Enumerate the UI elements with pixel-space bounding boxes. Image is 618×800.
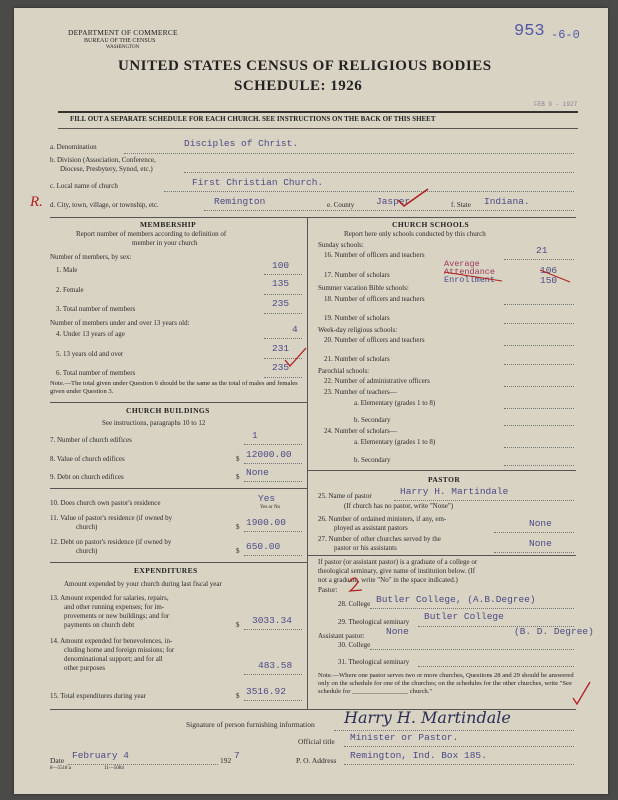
fill-line [264,377,302,378]
denomination-value: Disciples of Christ. [184,138,299,149]
county-value: Jasper [376,196,411,207]
q14-line1: 14. Amount expended for benevolences, in- [50,637,173,645]
edifices-value: 1 [252,430,258,441]
total-members-age-label: 6. Total number of members [56,369,136,377]
weekday-schools-label: Week-day religious schools: [318,326,398,334]
edifice-value-label: 8. Value of church edifices [50,455,125,463]
residence-value-label-2: church) [76,523,98,531]
pastor-sub-label: Pastor: [318,586,338,594]
division-label-2: Diocese, Presbytery, Synod, etc.) [60,165,153,173]
rule [58,111,578,113]
check-mark [394,186,434,210]
expenditures-heading: EXPENDITURES [134,566,198,575]
assistant-value: None [386,626,409,637]
ss-average-note: Average [444,259,480,269]
church-name-value: First Christian Church. [192,177,324,188]
fill-line [264,274,302,275]
fill-line [244,674,302,675]
fill-line [504,386,574,387]
city-name: WASHINGTON [106,45,140,50]
received-date-stamp: FEB 9 - 1927 [534,101,578,108]
schools-heading: CHURCH SCHOOLS [392,220,470,229]
ss-enrollment-value: 150 [540,275,558,286]
official-title-label: Official title [298,737,335,746]
form-number: 8—5518 a [50,766,71,771]
assistant-college-label: 30. College [338,641,371,649]
by-sex-label: Number of members, by sex: [50,253,132,261]
teachers-secondary-label: b. Secondary [354,416,391,424]
assistant-ministers-value: None [529,518,552,529]
fill-line [504,425,574,426]
fill-line [204,210,574,211]
total-expenditures-value: 3516.92 [246,686,286,697]
fill-line [344,764,574,765]
city-value: Remington [214,196,266,207]
bureau-name: BUREAU OF THE CENSUS [84,38,156,44]
form-title: UNITED STATES CENSUS OF RELIGIOUS BODIES [118,58,492,74]
state-value: Indiana. [484,196,530,207]
po-address-label: P. O. Address [296,756,337,765]
form-subtitle: SCHEDULE: 1926 [234,78,363,94]
over-13-value: 231 [272,343,290,354]
fill-line [394,500,574,501]
other-churches-label: 27. Number of other churches served by the [318,535,441,543]
graduate-instr-1: If pastor (or assistant pastor) is a graduate of a college or [318,558,478,566]
residence-debt-label: 12. Debt on pastor's residence (if owned by [50,538,172,546]
pastor-name-value: Harry H. Martindale [400,486,509,497]
seminary-label: 29. Theological seminary [338,618,410,626]
fill-line [494,552,574,553]
state-label: f. State [451,201,471,209]
fill-line [504,465,574,466]
ss-enrollment-note: Enrollment [444,275,496,285]
fill-line [244,531,302,532]
rule [307,555,576,556]
parochial-schools-label: Parochial schools: [318,367,370,375]
weekday-officers-label: 20. Number of officers and teachers [324,336,425,344]
dollar-sign: $ [236,547,240,555]
fill-line [334,730,574,731]
ss-officers-label: 16. Number of officers and teachers [324,251,425,259]
q13-line4: payments on church debt [64,621,135,629]
ss-attendance-note: Attendance [444,267,496,277]
fill-line [494,532,574,533]
other-churches-value: None [529,538,552,549]
fill-line [504,304,574,305]
scholars-secondary-label: b. Secondary [354,456,391,464]
dollar-sign: $ [236,473,240,481]
buildings-heading: CHURCH BUILDINGS [126,406,210,415]
buildings-intro: See instructions, paragraphs 10 to 12 [102,419,206,427]
college-label: 28. College [338,600,371,608]
form-number-2: 11—5084 [104,766,124,771]
instruction-line: FILL OUT A SEPARATE SCHEDULE FOR EACH CHURCH. SEE INSTRUCTIONS ON THE BACK OF THIS SHEET [70,115,436,123]
q14-line4: other purposes [64,664,106,672]
fill-line [264,338,302,339]
q14-line3: denominational support; and for all [64,655,163,663]
summer-scholars-label: 19. Number of scholars [324,314,390,322]
male-value: 100 [272,260,290,271]
teachers-elementary-label: a. Elementary (grades 1 to 8) [354,399,436,407]
sunday-schools-label: Sunday schools: [318,241,364,249]
q13-line1: 13. Amount expended for salaries, repairs, [50,594,169,602]
membership-intro: Report number of members according to definition of [76,230,227,238]
edifices-label: 7. Number of church edifices [50,436,132,444]
stamp-number: 953 [514,22,545,41]
assistant-sub-label: Assistant pastor: [318,632,365,640]
q13-line2: and other running expenses; for im- [64,603,165,611]
signature: Harry H. Martindale [344,708,511,727]
summer-officers-label: 18. Number of officers and teachers [324,295,425,303]
fill-line [504,408,574,409]
yes-no-hint: Yes or No [260,505,281,510]
dollar-sign: $ [236,621,240,629]
scholars-label: 24. Number of scholars— [324,427,397,435]
college-value: Butler College, (A.B.Degree) [376,594,536,605]
scholars-elementary-label: a. Elementary (grades 1 to 8) [354,438,436,446]
fill-line [244,700,302,701]
red-pencil-mark [346,576,368,594]
date-value: February 4 [72,750,130,761]
expenditures-intro: Amount expended by your church during last fiscal year [64,580,222,588]
membership-heading: MEMBERSHIP [140,220,197,229]
ss-officers-value: 21 [536,245,548,256]
rule [50,488,307,489]
fill-line [344,746,574,747]
under-13-value: 4 [292,324,298,335]
fill-line [244,481,302,482]
over-13-label: 5. 13 years old and over [56,350,124,358]
pastor-name-label: 25. Name of pastor [318,492,372,500]
rule [50,402,307,403]
dollar-sign: $ [236,692,240,700]
ss-scholars-label: 17. Number of scholars [324,271,390,279]
city-label: d. City, town, village, or township, etc. [50,201,159,209]
strikethrough-marks [442,268,574,286]
fill-line [164,191,574,192]
female-label: 2. Female [56,286,84,294]
division-label: b. Division (Association, Conference, [50,156,156,164]
total-expenditures-label: 15. Total expenditures during year [50,692,146,700]
church-name-label: c. Local name of church [50,182,118,190]
date-label: Date [50,756,65,765]
assistant-seminary-label: 31. Theological seminary [338,658,410,666]
po-address-value: Remington, Ind. Box 185. [350,750,487,761]
weekday-scholars-label: 21. Number of scholars [324,355,390,363]
signature-label: Signature of person furnishing information [186,720,315,729]
county-label: e. County [327,201,355,209]
dollar-sign: $ [236,455,240,463]
admin-officers-label: 22. Number of administrative officers [324,377,430,385]
pastor-heading: PASTOR [428,475,461,484]
column-divider [307,217,308,709]
fill-line [264,294,302,295]
check-mark [282,344,310,370]
fill-line [504,345,574,346]
fill-line [264,313,302,314]
residence-value-label: 11. Value of pastor's residence (if owned by [50,514,173,522]
membership-note: Note.—The total given under Question 6 should be the same as the total of males and females given under Question 3. [50,380,298,395]
fill-line [504,447,574,448]
residence-debt-label-2: church) [76,547,98,555]
year-digit: 7 [234,750,240,761]
pastor-note: Note.—Where one pastor serves two or more churches, Questions 28 and 29 should be answered only on the schedule for one of the churches; on the schedules for the other churches, write "See schedule for _________________ church." [318,672,574,695]
fill-line [504,259,574,260]
fill-line [244,555,302,556]
q14-line2: cluding home and foreign missions; for [64,646,175,654]
ss-scholars-value: 106 [540,265,558,276]
running-expenses-value: 3033.34 [252,615,292,626]
fill-line [370,608,574,609]
fill-line [244,463,302,464]
female-value: 135 [272,278,290,289]
official-title-value: Minister or Pastor. [350,732,459,743]
summer-schools-label: Summer vacation Bible schools: [318,284,409,292]
dollar-sign: $ [236,523,240,531]
edifice-value-value: 12000.00 [246,449,292,460]
graduate-instr-2: theological seminary, give name of institution below. (If [318,567,476,575]
teachers-label: 23. Number of teachers— [324,388,397,396]
owns-residence-value: Yes [258,493,276,504]
total-members-label: 3. Total number of members [56,305,136,313]
stamp-suffix: -6-0 [551,28,580,42]
census-schedule-sheet [14,8,608,794]
dept-name: DEPARTMENT OF COMMERCE [68,28,178,37]
assistant-ministers-label: 26. Number of ordained ministers, if any, em- [318,515,447,523]
check-mark [570,680,594,708]
owns-residence-label: 10. Does church own pastor's residence [50,499,161,507]
fill-line [370,649,574,650]
edifice-debt-value: None [246,467,269,478]
rule [50,217,576,218]
q13-line3: provements or new buildings; and for [64,612,170,620]
seminary-value: Butler College [424,611,504,622]
by-age-label: Number of members under and over 13 years old: [50,319,190,327]
residence-value-value: 1900.00 [246,517,286,528]
fill-line [244,444,302,445]
fill-line [244,629,302,630]
total-members-age-value: 235 [272,362,290,373]
graduate-instr-3: not a graduate, write "No" in the space indicated.) [318,576,458,584]
rule [50,562,307,563]
male-label: 1. Male [56,266,78,274]
fill-line [68,764,218,765]
denomination-label: a. Denomination [50,143,97,151]
assistant-degree-value: (B. D. Degree) [514,626,594,637]
pastor-name-hint: (If church has no pastor, write "None") [344,502,454,510]
residence-debt-value: 650.00 [246,541,281,552]
fill-line [504,323,574,324]
fill-line [184,172,574,173]
edifice-debt-label: 9. Debt on church edifices [50,473,124,481]
other-churches-label-2: pastor or his assistants [334,544,397,552]
schools-intro: Report here only schools conducted by this church [344,230,486,238]
fill-line [418,666,574,667]
year-prefix: 192 [220,756,232,765]
membership-intro-2: member in your church [132,239,198,247]
under-13-label: 4. Under 13 years of age [56,330,125,338]
benevolences-value: 483.58 [258,660,293,671]
fill-line [504,364,574,365]
rule [307,470,576,471]
margin-mark: R. [30,194,43,210]
total-members-value: 235 [272,298,290,309]
assistant-ministers-label-2: ployed as assistant pastors [334,524,408,532]
rule [58,128,578,129]
fill-line [124,153,574,154]
